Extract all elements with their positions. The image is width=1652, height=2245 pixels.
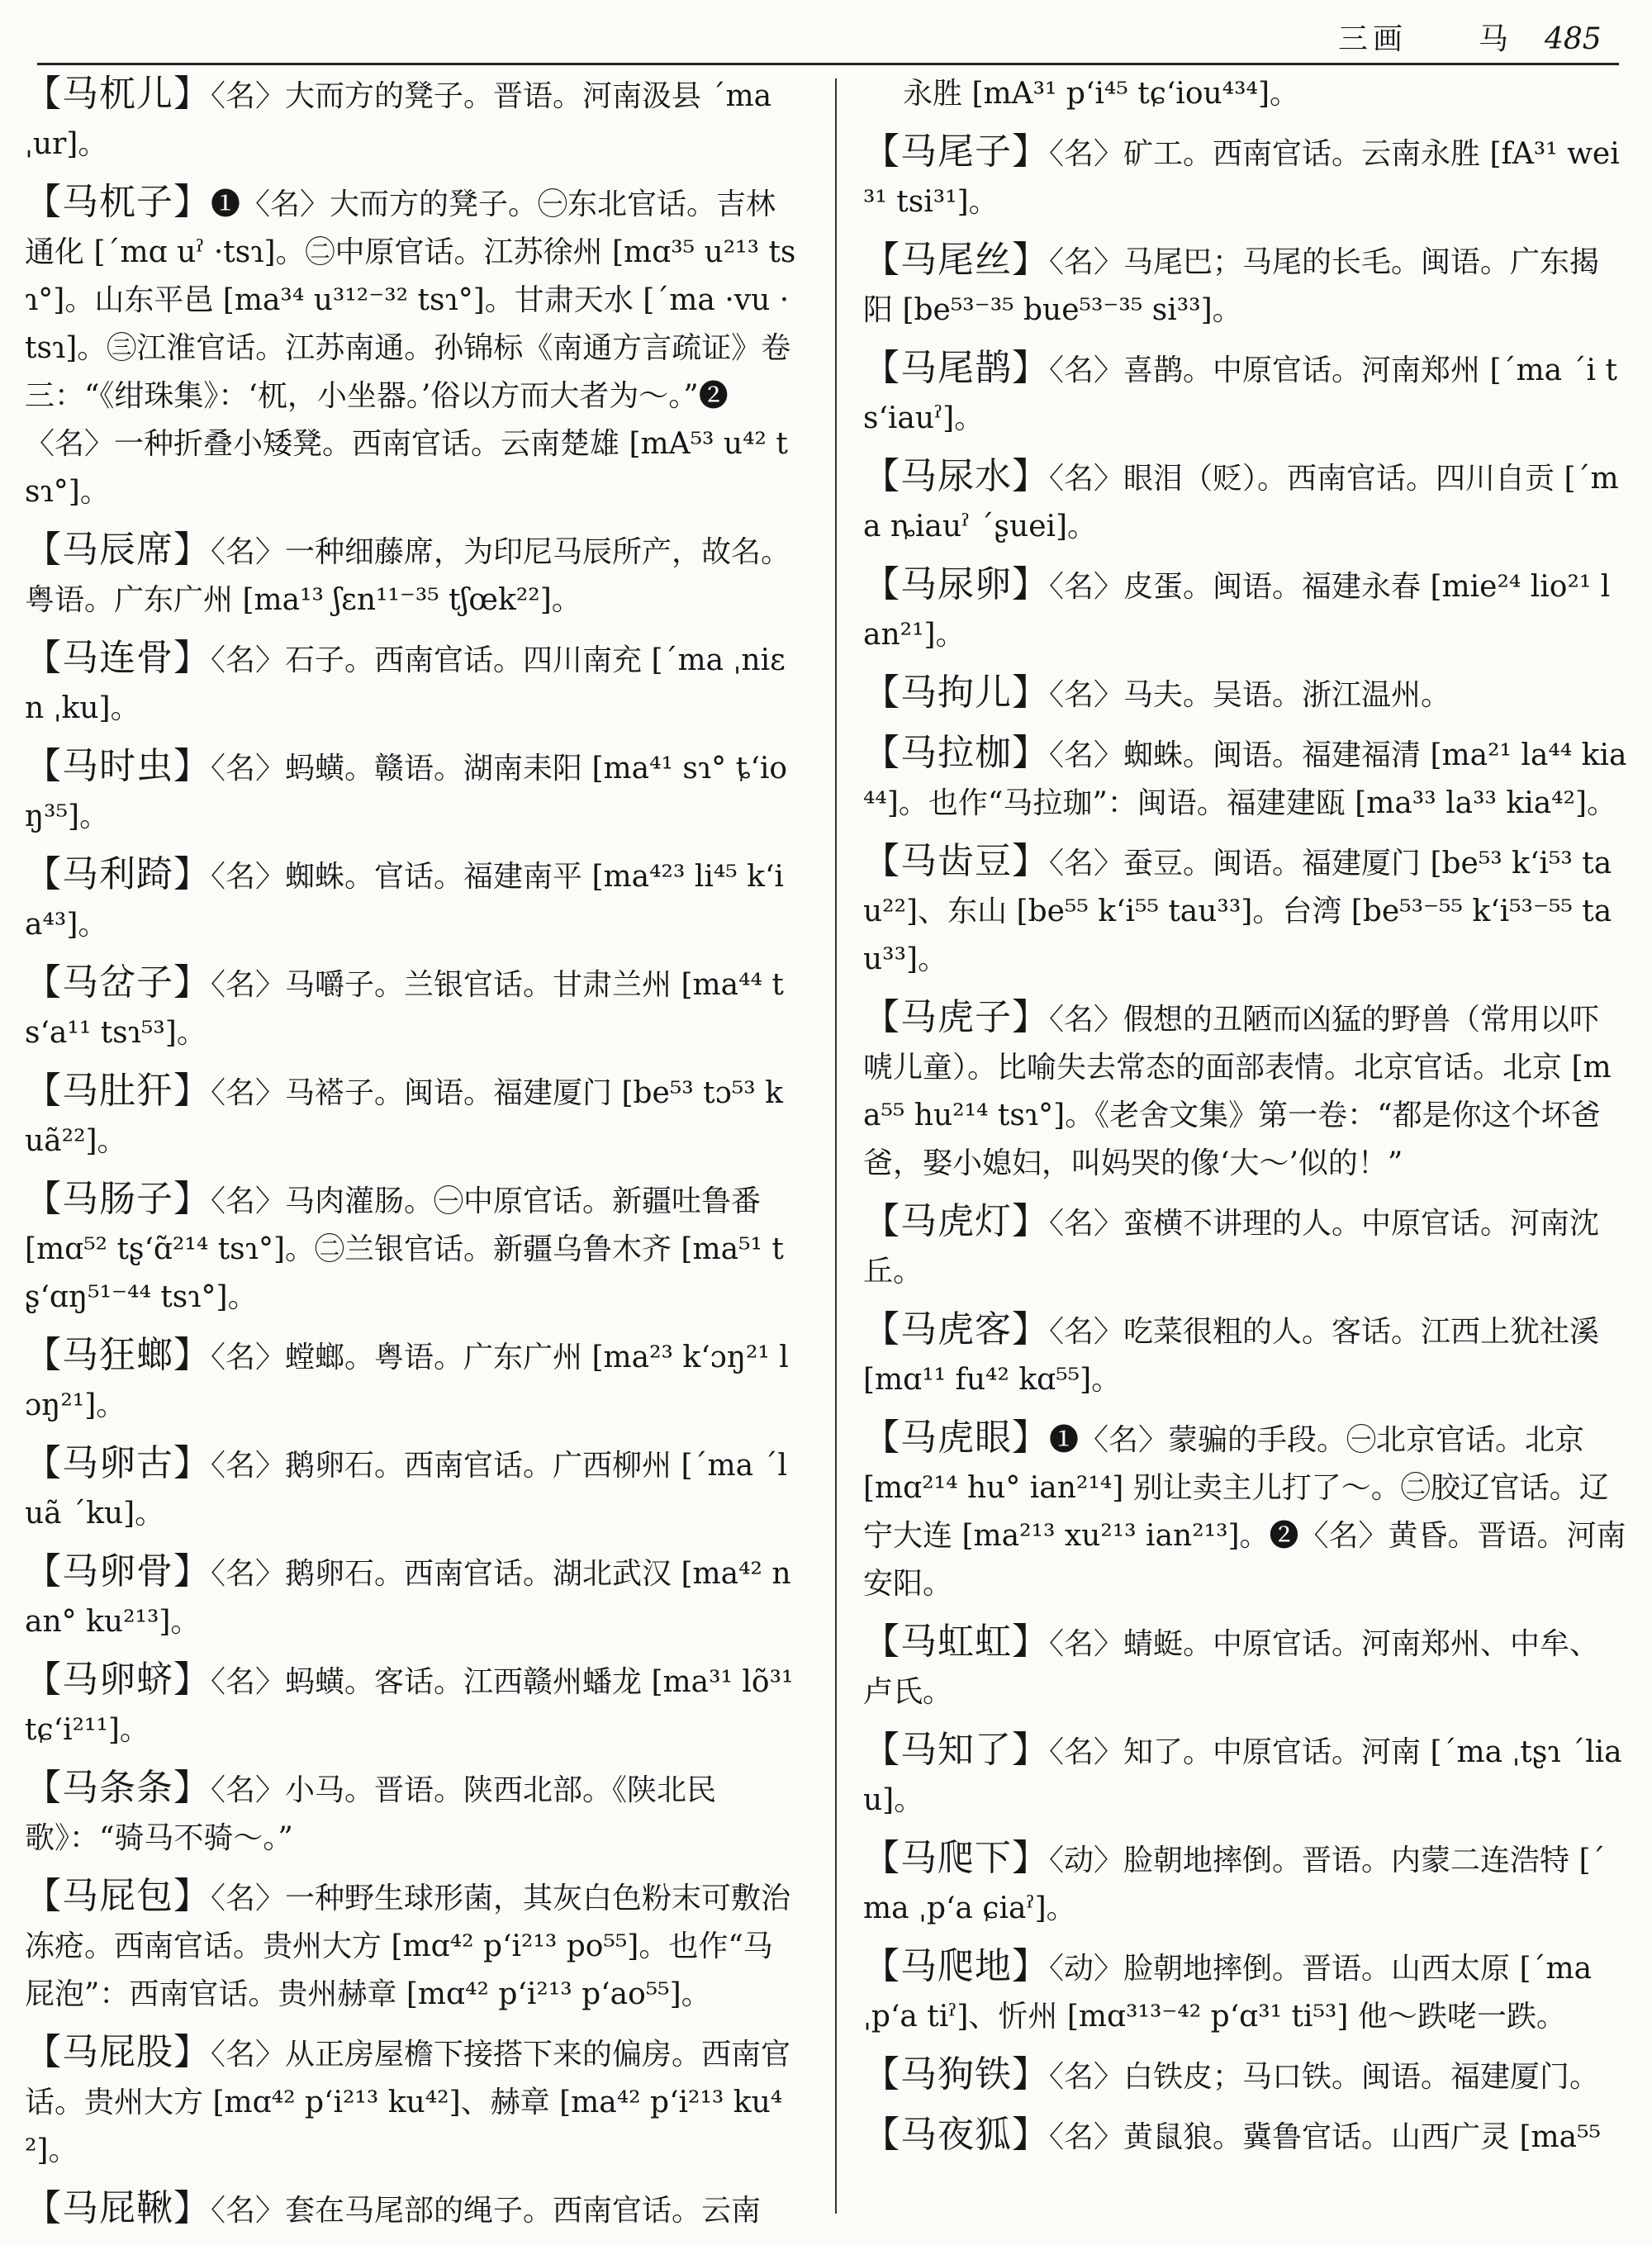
entry-headword: 【马狗铁】: [863, 2053, 1049, 2095]
entry-headword: 【马卵骨】: [25, 1550, 211, 1592]
entry-definition: 〈名〉马嚼子。兰银官话。甘肃兰州 [ma⁴⁴ ts‘a¹¹ tsɿ⁵³]。: [25, 968, 784, 1050]
entry-headword: 【马卵古】: [25, 1442, 211, 1484]
entry-definition: 〈名〉马褡子。闽语。福建厦门 [be⁵³ tɔ⁵³ kuã²²]。: [25, 1076, 783, 1158]
entry-definition: 〈名〉马尾巴；马尾的长毛。闽语。广东揭阳 [be⁵³⁻³⁵ bue⁵³⁻³⁵ si³³]。: [863, 245, 1600, 327]
entry-definition: 〈名〉小马。晋语。陕西北部。《陕北民歌》：“骑马不骑～。”: [25, 1773, 717, 1855]
dictionary-entry: [25, 1548, 797, 1646]
entry-definition: 〈名〉一种野生球形菌，其灰白色粉末可敷治冻疮。西南官话。贵州大方 [mɑ⁴² p‘i²¹³ po⁵⁵]。也作“马屁泡”：西南官话。贵州赫章 [mɑ⁴² p‘i²¹³ p‘ao⁵⁵]。: [25, 1882, 791, 2011]
entry-headword: 【马虎子】: [863, 996, 1049, 1038]
dictionary-entry: [863, 561, 1627, 659]
entry-definition: 〈名〉鹅卵石。西南官话。湖北武汉 [ma⁴² nan° ku²¹³]。: [25, 1557, 791, 1639]
entry-definition: 〈名〉吃菜很粗的人。客话。江西上犹社溪 [mɑ¹¹ fu⁴² kɑ⁵⁵]。: [863, 1315, 1600, 1397]
dictionary-entry: [863, 1618, 1627, 1716]
page-header: [1289, 15, 1635, 64]
dictionary-entry: [25, 2029, 797, 2175]
dictionary-entry: [25, 1440, 797, 1538]
dictionary-entry: [863, 453, 1627, 551]
dictionary-entry: [863, 236, 1627, 335]
entry-headword: 【马狂螂】: [25, 1334, 211, 1376]
entry-definition: 〈名〉蜻蜓。中原官话。河南郑州、中牟、卢氏。: [863, 1627, 1600, 1709]
entry-headword: 【马虹虹】: [863, 1621, 1049, 1663]
dictionary-entry: [863, 729, 1627, 828]
entry-headword: 【马爬下】: [863, 1837, 1049, 1879]
entry-definition: 〈名〉黄鼠狼。冀鲁官话。山西广灵 [ma⁵⁵: [1049, 2120, 1601, 2154]
entry-definition: 〈动〉脸朝地摔倒。晋语。内蒙二连浩特 [ˊma ˌp‘a ɕiaˀ]。: [863, 1844, 1606, 1925]
dictionary-entry: [863, 994, 1627, 1188]
dictionary-entry: [25, 1067, 797, 1165]
entry-definition: ❶〈名〉蒙骗的手段。㊀北京官话。北京 [mɑ²¹⁴ hu° ian²¹⁴] 别让卖主儿打了～。㊁胶辽官话。辽宁大连 [ma²¹³ xu²¹³ ian²¹³]。❷〈名〉黄昏。晋语。河南安阳。: [863, 1423, 1626, 1601]
dictionary-entry: [25, 70, 797, 168]
radical-label: 马: [1479, 22, 1509, 56]
entry-headword: 【马尾鹊】: [863, 347, 1049, 389]
entry-headword: 【马卵蛴】: [25, 1659, 211, 1701]
entry-headword: 【马尿水】: [863, 455, 1049, 497]
column-divider: [835, 78, 837, 2214]
entry-headword: 【马利踦】: [25, 853, 211, 895]
dictionary-entry: [863, 838, 1627, 984]
entry-definition: 〈名〉蛮横不讲理的人。中原官话。河南沈丘。: [863, 1207, 1600, 1289]
entry-definition: 〈名〉假想的丑陋而凶猛的野兽（常用以吓唬儿童）。比喻失去常态的面部表情。北京官话。北京 [ma⁵⁵ hu²¹⁴ tsɿ°]。《老舍文集》第一卷：“都是你这个坏爸爸，娶小媳妇，叫妈哭的像‘大～’似的！”: [863, 1003, 1612, 1180]
entry-headword: 【马尿卵】: [863, 563, 1049, 605]
stroke-count-label: 三画: [1338, 22, 1408, 56]
entry-definition: 〈名〉螳螂。粤语。广东广州 [ma²³ k‘ɔŋ²¹ lɔŋ²¹]。: [25, 1341, 789, 1422]
entry-headword: 【马虎眼】: [863, 1417, 1049, 1459]
entry-definition: 〈名〉皮蛋。闽语。福建永春 [mie²⁴ lio²¹ lan²¹]。: [863, 570, 1611, 652]
dictionary-entry: [25, 1175, 797, 1322]
dictionary-entry: [25, 959, 797, 1057]
dictionary-entry: [863, 1306, 1627, 1404]
entry-headword: 【马屁股】: [25, 2031, 211, 2073]
entry-headword: 【马肠子】: [25, 1178, 211, 1220]
entry-definition: 〈名〉蚂蟥。赣语。湖南耒阳 [ma⁴¹ sɿ° ȶ‘ioŋ³⁵]。: [25, 752, 788, 833]
dictionary-entry: [25, 178, 797, 516]
header-rule: [37, 63, 1619, 65]
entry-headword: 【马虎客】: [863, 1308, 1049, 1350]
dictionary-entry: [863, 2111, 1627, 2162]
dictionary-entry: [863, 1943, 1627, 2041]
entry-headword: 【马屁鞦】: [25, 2187, 211, 2229]
entry-definition: 〈名〉鹅卵石。西南官话。广西柳州 [ˊma ˊluã ˊku]。: [25, 1449, 788, 1531]
dictionary-entry: [25, 743, 797, 841]
dictionary-entry: [863, 1726, 1627, 1825]
dictionary-entry: [863, 1834, 1627, 1933]
entry-definition: 〈名〉马夫。吴语。浙江温州。: [1049, 678, 1451, 712]
entry-headword: 【马肚犴】: [25, 1070, 211, 1112]
entry-definition: 〈名〉从正房屋檐下接搭下来的偏房。西南官话。贵州大方 [mɑ⁴² p‘i²¹³ ku⁴²]、赫章 [ma⁴² p‘i²¹³ ku⁴²]。: [25, 2038, 791, 2167]
dictionary-entry: [863, 1198, 1627, 1296]
entry-definition: 〈名〉眼泪（贬）。西南官话。四川自贡 [ˊma ȵiauˀ ˊʂuei]。: [863, 462, 1619, 543]
entry-headword: 【马岔子】: [25, 961, 211, 1004]
entry-headword: 【马时虫】: [25, 745, 211, 787]
dictionary-entry: [863, 669, 1627, 719]
entry-definition: 〈名〉蚂蟥。客话。江西赣州蟠龙 [ma³¹ lõ³¹ tɕ‘i²¹¹]。: [25, 1665, 794, 1747]
dictionary-entry: [25, 2185, 797, 2235]
entry-headword: 【马屁包】: [25, 1875, 211, 1917]
right-column: [863, 70, 1627, 2171]
entry-headword: 【马拉枷】: [863, 732, 1049, 774]
page-number: 485: [1545, 22, 1602, 56]
entry-headword: 【马杌儿】: [25, 73, 211, 115]
entry-definition: 〈名〉蜘蛛。官话。福建南平 [ma⁴²³ li⁴⁵ k‘ia⁴³]。: [25, 860, 784, 942]
entry-headword: 【马虎灯】: [863, 1200, 1049, 1242]
entry-definition: 〈名〉一种细藤席，为印尼马辰所产，故名。粤语。广东广州 [ma¹³ ʃɛn¹¹⁻³⁵ tʃœk²²]。: [25, 535, 791, 617]
entry-definition: 〈名〉蚕豆。闽语。福建厦门 [be⁵³ k‘i⁵³ tau²²]、东山 [be⁵⁵ k‘i⁵⁵ tau³³]。台湾 [be⁵³⁻⁵⁵ k‘i⁵³⁻⁵⁵ tau³³]。: [863, 847, 1612, 976]
dictionary-entry: [25, 1764, 797, 1863]
entry-headword: 【马夜狐】: [863, 2114, 1049, 2156]
entry-headword: 【马条条】: [25, 1767, 211, 1809]
entry-headword: 【马齿豆】: [863, 840, 1049, 882]
entry-continuation: 永胜 [mA³¹ p‘i⁴⁵ tɕ‘iou⁴³⁴]。: [903, 77, 1300, 111]
dictionary-entry: [25, 851, 797, 949]
dictionary-entry: [863, 128, 1627, 226]
dictionary-entry: [863, 1414, 1627, 1608]
entry-definition: 〈名〉矿工。西南官话。云南永胜 [fA³¹ wei³¹ tsi³¹]。: [863, 137, 1620, 219]
dictionary-entry: [25, 1872, 797, 2019]
dictionary-entry: [863, 344, 1627, 443]
left-column: [25, 70, 797, 2245]
entry-definition: 〈名〉马肉灌肠。㊀中原官话。新疆吐鲁番 [mɑ⁵² tʂ‘ɑ̃²¹⁴ tsɿ°]。㊁兰银官话。新疆乌鲁木齐 [ma⁵¹ tʂ‘ɑŋ⁵¹⁻⁴⁴ tsɿ°]。: [25, 1184, 784, 1314]
entry-definition: 〈名〉石子。西南官话。四川南充 [ˊma ˌniɛn ˌku]。: [25, 643, 786, 725]
dictionary-entry: [25, 634, 797, 733]
entry-headword: 【马连骨】: [25, 637, 211, 679]
entry-definition: 〈名〉白铁皮；马口铁。闽语。福建厦门。: [1049, 2060, 1600, 2094]
entry-headword: 【马知了】: [863, 1729, 1049, 1771]
entry-definition: 〈动〉脸朝地摔倒。晋语。山西太原 [ˊma ˌp‘a tiˀ]、忻州 [mɑ³¹³⁻⁴² p‘ɑ³¹ ti⁵³] 他～跌咾一跌。: [863, 1952, 1593, 2034]
entry-definition: 〈名〉套在马尾部的绳子。西南官话。云南: [211, 2194, 762, 2228]
entry-headword: 【马拘儿】: [863, 672, 1049, 714]
entry-definition: ❶〈名〉大而方的凳子。㊀东北官话。吉林通化 [ˊmɑ uˀ ·tsɿ]。㊁中原官话。江苏徐州 [mɑ³⁵ u²¹³ tsɿ°]。山东平邑 [ma³⁴ u³¹²⁻³² tsɿ°]。甘肃天水 [ˊma ·vu ·tsɿ]。㊂江淮官话。江苏南通。孙锦标《南通方言疏证》卷三：“《绀珠集》：‘杌，小坐器。’俗以方而大者为～。”❷〈名〉一种折叠小矮凳。西南官话。云南楚雄 [mA⁵³ u⁴² tsɿ°]。: [25, 187, 796, 509]
entry-definition: 〈名〉喜鹊。中原官话。河南郑州 [ˊma ˊi ts‘iauˀ]。: [863, 354, 1617, 435]
entry-headword: 【马尾丝】: [863, 239, 1049, 281]
dictionary-entry: [25, 526, 797, 624]
entry-headword: 【马爬地】: [863, 1945, 1049, 1987]
dictionary-entry: [863, 2051, 1627, 2101]
entry-headword: 【马杌子】: [25, 181, 211, 223]
entry-headword: 【马尾子】: [863, 131, 1049, 173]
entry-definition: 〈名〉知了。中原官话。河南 [ˊma ˌtʂɿ ˊliau]。: [863, 1735, 1622, 1817]
dictionary-entry: [25, 1656, 797, 1754]
entry-definition: 〈名〉蜘蛛。闽语。福建福清 [ma²¹ la⁴⁴ kia⁴⁴]。也作“马拉珈”：闽语。福建建瓯 [ma³³ la³³ kia⁴²]。: [863, 738, 1627, 820]
entry-definition: 〈名〉大而方的凳子。晋语。河南汲县 ˊma ˌur]。: [25, 79, 772, 161]
dictionary-entry: [25, 1331, 797, 1430]
entry-headword: 【马辰席】: [25, 529, 211, 571]
